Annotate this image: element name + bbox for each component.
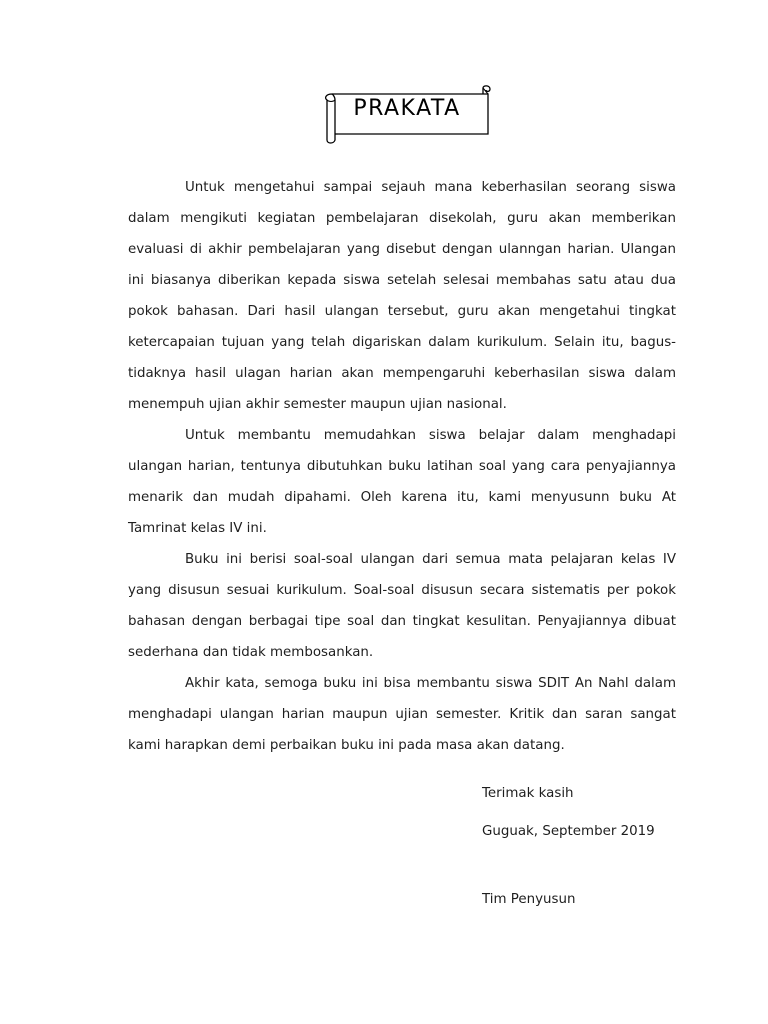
closing-place-date: Guguak, September 2019 — [482, 824, 655, 839]
paragraph: Buku ini berisi soal-soal ulangan dari semua mata pelajaran kelas IV yang disusun sesuai kurikulum. Soal-soal disusun secara sistematis per pokok bahasan dengan berbagai tipe soal dan tingkat kesulitan. Penyajiannya dibuat sederhana dan tidak membosankan. — [128, 552, 676, 660]
closing-signature: Tim Penyusun — [482, 892, 576, 907]
page-title: PRAKATA — [353, 96, 461, 121]
title-scroll-banner — [318, 82, 496, 146]
paragraph: Akhir kata, semoga buku ini bisa membantu siswa SDIT An Nahl dalam menghadapi ulangan harian maupun ujian semester. Kritik dan saran sangat kami harapkan demi perbaikan buku ini pada masa akan datang. — [128, 676, 676, 753]
paragraph: Untuk mengetahui sampai sejauh mana keberhasilan seorang siswa dalam mengikuti kegiatan pembelajaran disekolah, guru akan memberikan evaluasi di akhir pembelajaran yang disebut dengan ulanngan harian. Ulangan ini biasanya diberikan kepada siswa setelah selesai membahas satu atau dua pokok bahasan. Dari hasil ulangan tersebut, guru akan mengetahui tingkat ketercapaian tujuan yang telah digariskan dalam kurikulum. Selain itu, bagus-tidaknya hasil ulagan harian akan mempengaruhi keberhasilan siswa dalam menempuh ujian akhir semester maupun ujian nasional. — [128, 180, 676, 412]
preface-body — [128, 172, 676, 761]
paragraph: Untuk membantu memudahkan siswa belajar dalam menghadapi ulangan harian, tentunya dibutuhkan buku latihan soal yang cara penyajiannya menarik dan mudah dipahami. Oleh karena itu, kami menyusunn buku At Tamrinat kelas IV ini. — [128, 428, 676, 536]
closing-thanks: Terimak kasih — [482, 786, 574, 801]
